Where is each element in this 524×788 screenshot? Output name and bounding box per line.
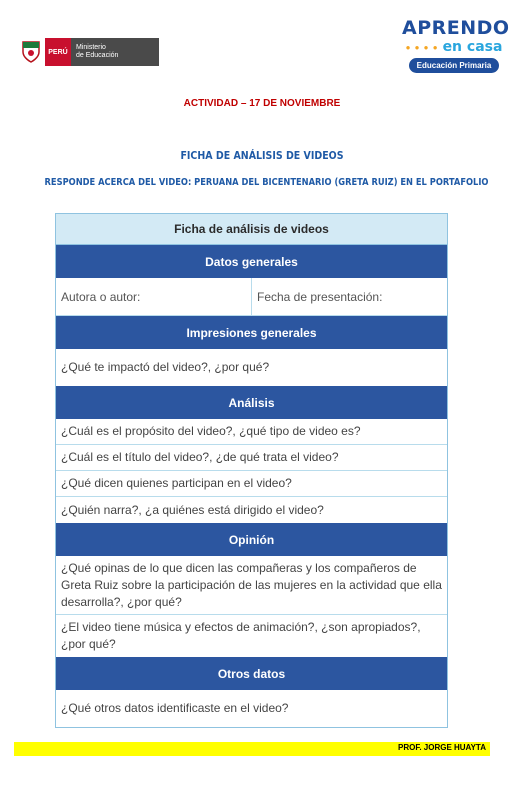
question-item: ¿Qué te impactó del video?, ¿por qué? [61, 360, 270, 374]
minedu-logo [20, 37, 160, 67]
section-analisis: Análisis [56, 386, 447, 419]
peru-shield-icon [20, 39, 42, 65]
page-title: FICHA DE ANÁLISIS DE VIDEOS [180, 150, 344, 162]
question-item: ¿Quién narra?, ¿a quiénes está dirigido el video? [61, 502, 324, 517]
instruction-text: RESPONDE ACERCA DEL VIDEO: PERUANA DEL BICENTENARIO (GRETA RUIZ) EN EL PORTAFOLIO [44, 177, 489, 188]
en-casa-text: en casa [442, 39, 503, 55]
dots-icon: ● ● ● ● [405, 42, 439, 52]
aprendo-text: APRENDO [402, 17, 510, 39]
aprendo-en-casa-logo [402, 17, 510, 73]
section-otros-datos: Otros datos [56, 657, 447, 690]
question-item: ¿Qué otros datos identificaste en el video? [61, 701, 289, 715]
educacion-primaria-badge: Educación Primaria [409, 58, 500, 73]
question-item: ¿El video tiene música y efectos de animación?, ¿son apropiados?, ¿por qué? [61, 620, 421, 651]
section-opinion: Opinión [56, 523, 447, 556]
question-item: ¿Cuál es el propósito del video?, ¿qué tipo de video es? [56, 419, 447, 445]
footer-highlight-bar [14, 742, 490, 756]
general-data-row [56, 278, 447, 316]
ministry-label: Ministerio de Educación [71, 38, 159, 66]
activity-date: ACTIVIDAD – 17 DE NOVIEMBRE [183, 98, 341, 109]
date-field: Fecha de presentación: [257, 289, 383, 304]
author-field: Autora o autor: [56, 278, 252, 315]
section-impresiones-generales: Impresiones generales [56, 316, 447, 349]
teacher-name: PROF. JORGE HUAYTA [397, 743, 486, 752]
question-item: ¿Qué dicen quienes participan en el video? [56, 471, 447, 497]
card-header: Ficha de análisis de videos [56, 214, 447, 245]
section-datos-generales: Datos generales [56, 245, 447, 278]
question-item: ¿Cuál es el título del video?, ¿de qué trata el video? [56, 445, 447, 471]
question-item: ¿Qué opinas de lo que dicen las compañeras y los compañeros de Greta Ruiz sobre la participación de las mujeres en la actividad que ella desarrolla?, ¿por qué? [56, 556, 447, 615]
peru-label: PERÚ [45, 38, 71, 66]
video-analysis-card [55, 213, 448, 728]
